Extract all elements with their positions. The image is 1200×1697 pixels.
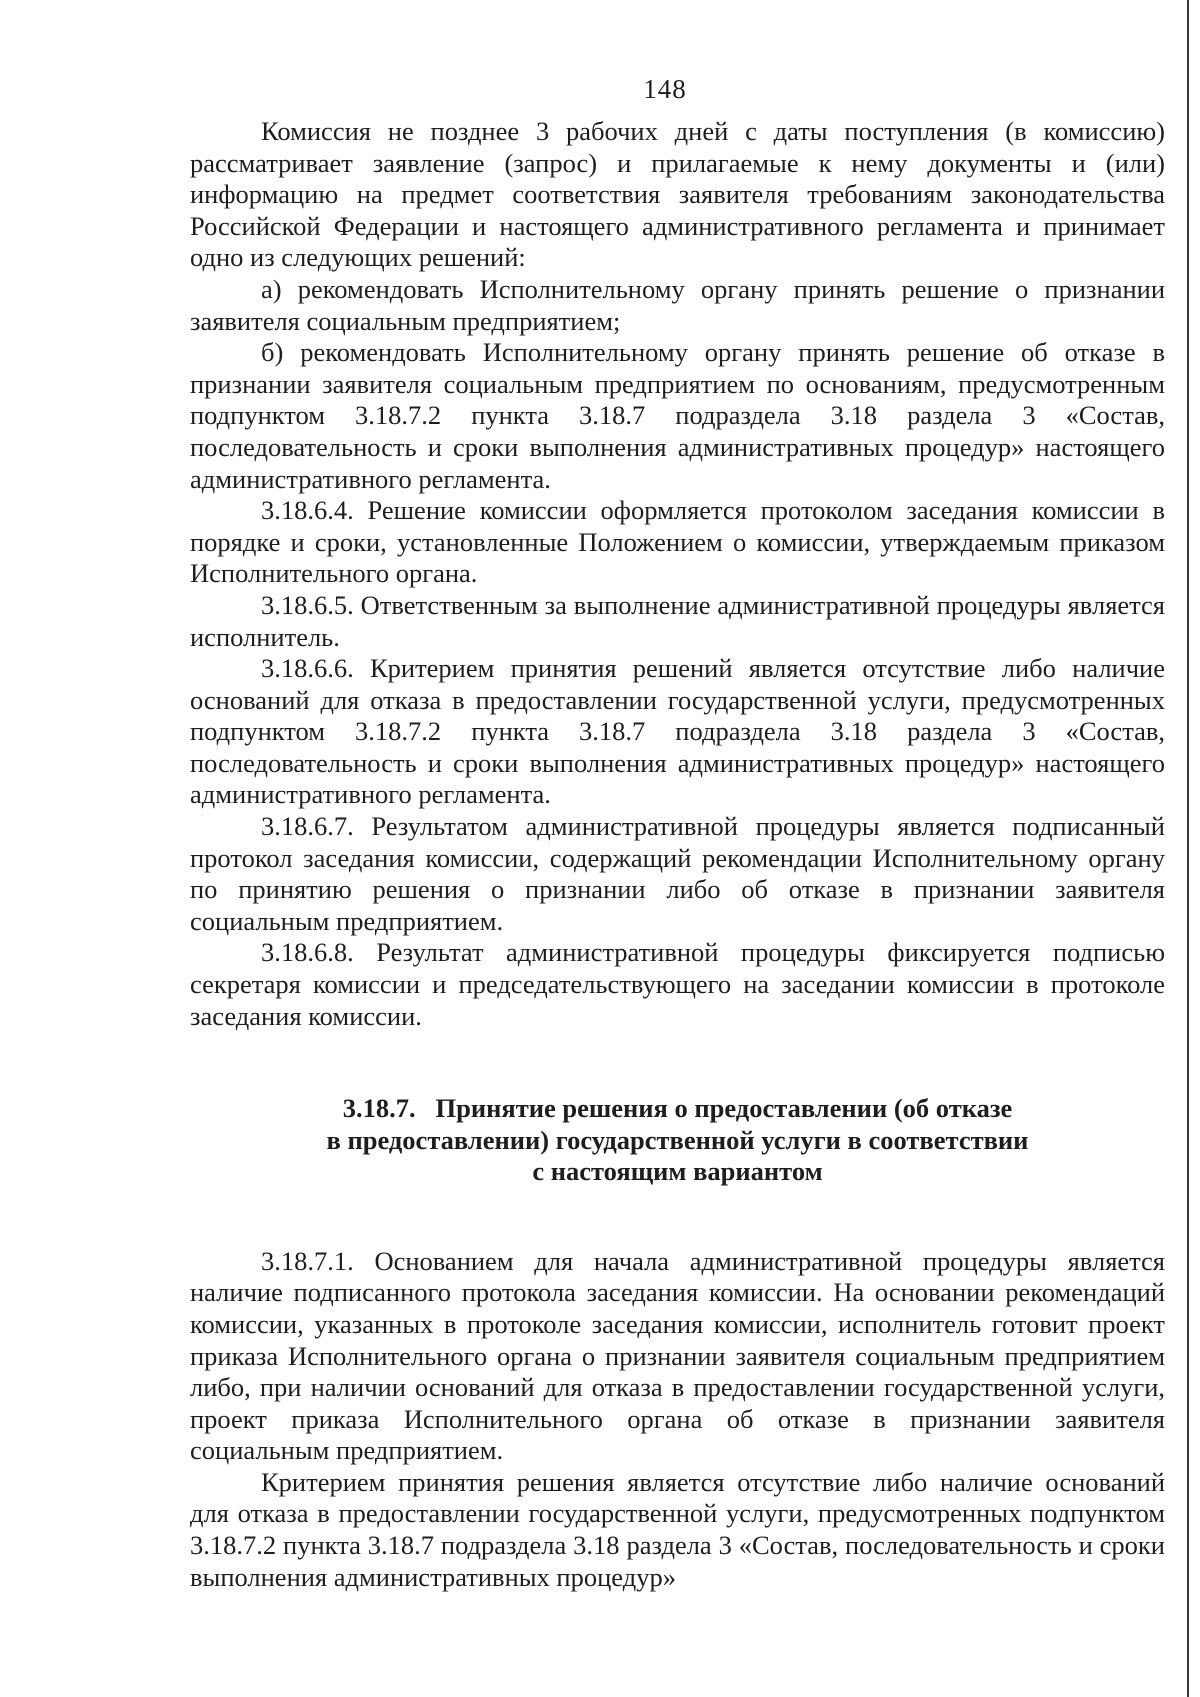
paragraph-decision-criterion: Критерием принятия решения является отсутствие либо наличие оснований для отказа в предоставлении государственной услуги, предусмотренных подпунктом 3.18.7.2 пункта 3.18.7 подраздела 3.18 раздела 3 «Состав, последовательность и сроки выполнения административных процедур» [190,1466,1165,1592]
heading-line: в предоставлении) государственной услуги в соответствии [326,1124,1029,1155]
heading-line: 3.18.7. Принятие решения о предоставлении (об отказе [342,1093,1013,1124]
page-edge-line [1187,0,1189,1697]
paragraph-option-b: б) рекомендовать Исполнительному органу принять решение об отказе в признании заявителя социальным предприятием по основаниям, предусмотренным подпунктом 3.18.7.2 пункта 3.18.7 подраздела 3.18 раздела 3 «Состав, последовательность и сроки выполнения административных процедур» настоящего административного регламента. [190,337,1165,494]
section-heading-3-18-7 [190,1093,1165,1188]
document-body [190,116,1165,1593]
paragraph-commission-review: Комиссия не позднее 3 рабочих дней с даты поступления (в комиссию) рассматривает заявление (запрос) и прилагаемые к нему документы и (или) информацию на предмет соответствия заявителя требованиям законодательства Российской Федерации и настоящего административного регламента и принимает одно из следующих решений: [190,116,1165,273]
paragraph-option-a: а) рекомендовать Исполнительному органу принять решение о признании заявителя социальным предприятием; [190,273,1165,336]
paragraph-3-18-7-1: 3.18.7.1. Основанием для начала административной процедуры является наличие подписанного протокола заседания комиссии. На основании рекомендаций комиссии, указанных в протоколе заседания комиссии, исполнитель готовит проект приказа Исполнительного органа о признании заявителя социальным предприятием либо, при наличии оснований для отказа в предоставлении государственной услуги, проект приказа Исполнительного органа об отказе в признании заявителя социальным предприятием. [190,1245,1165,1466]
paragraph-3-18-6-7: 3.18.6.7. Результатом административной процедуры является подписанный протокол заседания комиссии, содержащий рекомендации Исполнительному органу по принятию решения о признании либо об отказе в признании заявителя социальным предприятием. [190,811,1165,936]
page-number: 148 [643,74,687,104]
paragraph-3-18-6-4: 3.18.6.4. Решение комиссии оформляется протоколом заседания комиссии в порядке и сроки, установленные Положением о комиссии, утверждаемым приказом Исполнительного органа. [190,495,1165,589]
paragraph-3-18-6-5: 3.18.6.5. Ответственным за выполнение административной процедуры является исполнитель. [190,589,1165,652]
paragraph-3-18-6-8: 3.18.6.8. Результат административной процедуры фиксируется подписью секретаря комиссии и председательствующего на заседании комиссии в протоколе заседания комиссии. [190,937,1165,1031]
heading-line: с настоящим вариантом [532,1156,823,1187]
paragraph-3-18-6-6: 3.18.6.6. Критерием принятия решений является отсутствие либо наличие оснований для отказа в предоставлении государственной услуги, предусмотренных подпунктом 3.18.7.2 пункта 3.18.7 подраздела 3.18 раздела 3 «Состав, последовательность и сроки выполнения административных процедур» настоящего административного регламента. [190,653,1165,810]
